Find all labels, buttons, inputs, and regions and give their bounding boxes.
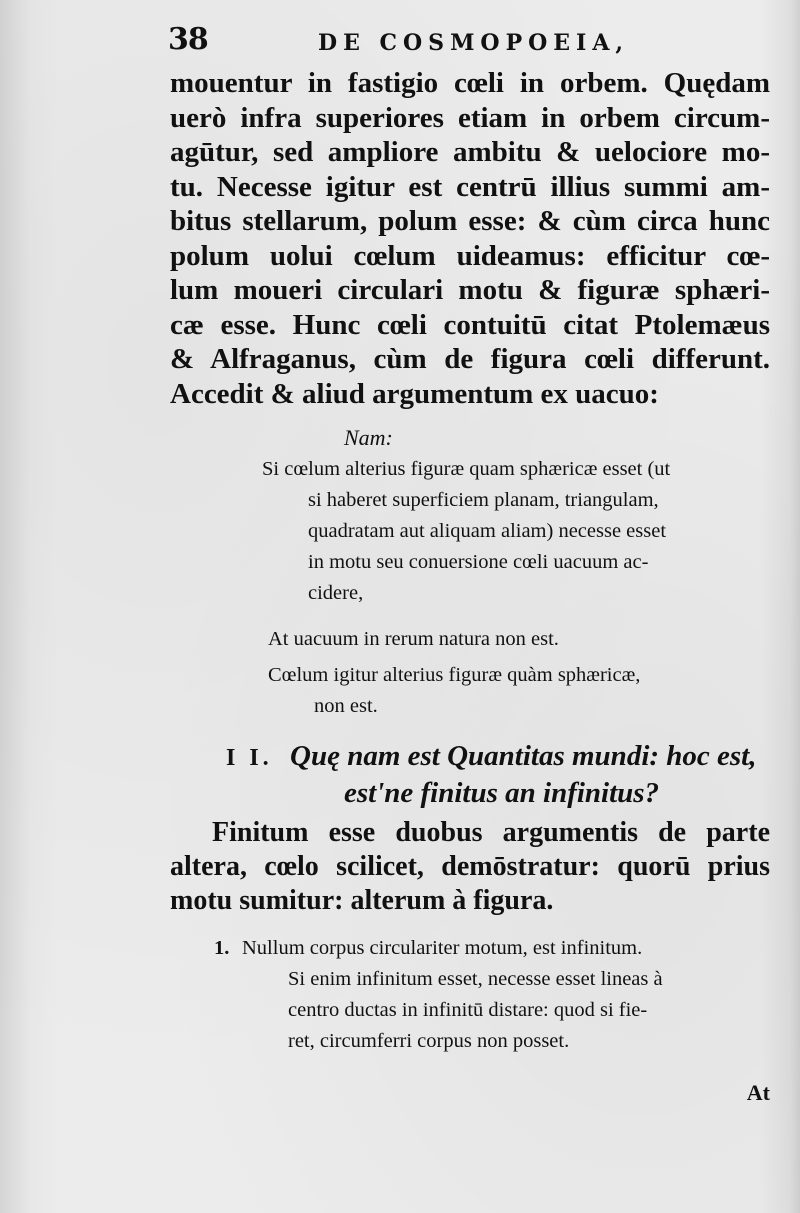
- section-number: I I.: [226, 745, 273, 771]
- syllogism-major-premise: [262, 454, 772, 609]
- page-number: 38: [168, 22, 208, 57]
- text-line: in motu seu conuersione cœli uacuum ac-: [308, 551, 649, 573]
- argument-one: [214, 933, 762, 1057]
- text-line: quadratam aut aliquam aliam) necesse esset: [308, 520, 667, 542]
- syllogism-conclusion: [268, 660, 778, 722]
- text-line: agūtur, sed ampliore ambitu & uelociore mo-: [170, 136, 770, 168]
- text-line: altera, cœlo scilicet, demōstratur: quorū prius: [170, 851, 770, 882]
- text-line: Si cœlum alterius figuræ quam sphæricæ esset (ut: [262, 458, 671, 480]
- text-line: ret, circumferri corpus non posset.: [288, 1030, 570, 1052]
- text-line: si haberet superficiem planam, triangulam,: [308, 489, 659, 511]
- text-line: polum uolui cœlum uideamus: efficitur cœ-: [170, 239, 770, 272]
- text-line: Accedit & aliud argumentum ex uacuo:: [170, 377, 659, 410]
- text-line: Nullum corpus circulariter motum, est infinitum.: [242, 937, 643, 959]
- syllogism-minor-premise: [268, 624, 778, 655]
- text-line: non est.: [314, 695, 378, 717]
- syllogism-label: Nam:: [344, 425, 393, 450]
- catchword: At: [746, 1080, 770, 1105]
- text-line: & Alfraganus, cùm de figura cœli differunt.: [170, 343, 770, 375]
- text-line: est'ne finitus an infinitus?: [344, 777, 660, 809]
- text-line: bitus stellarum, polum esse: & cùm circa hunc: [170, 205, 770, 237]
- text-line: Finitum esse duobus argumentis de parte: [212, 817, 770, 848]
- text-line: uerò infra superiores etiam in orbem circum-: [170, 101, 770, 134]
- text-line: Cœlum igitur alterius figuræ quàm sphæricæ,: [268, 664, 641, 686]
- argument-number: 1.: [214, 937, 230, 959]
- text-line: At uacuum in rerum natura non est.: [268, 628, 559, 650]
- text-line: Quę nam est Quantitas mundi: hoc est,: [290, 740, 757, 772]
- section-question: [290, 738, 757, 812]
- text-line: cæ esse. Hunc cœli contuitū citat Ptolemæus: [170, 308, 770, 341]
- main-paragraph: [170, 66, 770, 411]
- section-answer: [170, 816, 770, 918]
- text-line: Si enim infinitum esset, necesse esset lineas à: [288, 968, 663, 990]
- text-line: motu sumitur: alterum à figura.: [170, 885, 554, 916]
- running-head: [168, 22, 668, 62]
- text-line: lum moueri circulari motu & figuræ sphæri-: [170, 274, 770, 306]
- text-line: cidere,: [308, 582, 364, 604]
- text-line: centro ductas in infinitū distare: quod si fie-: [288, 999, 648, 1021]
- running-title: DE COSMOPOEIA,: [318, 30, 630, 56]
- text-line: mouentur in fastigio cœli in orbem. Quędam: [170, 67, 770, 99]
- text-line: tu. Necesse igitur est centrū illius summi am-: [170, 170, 770, 203]
